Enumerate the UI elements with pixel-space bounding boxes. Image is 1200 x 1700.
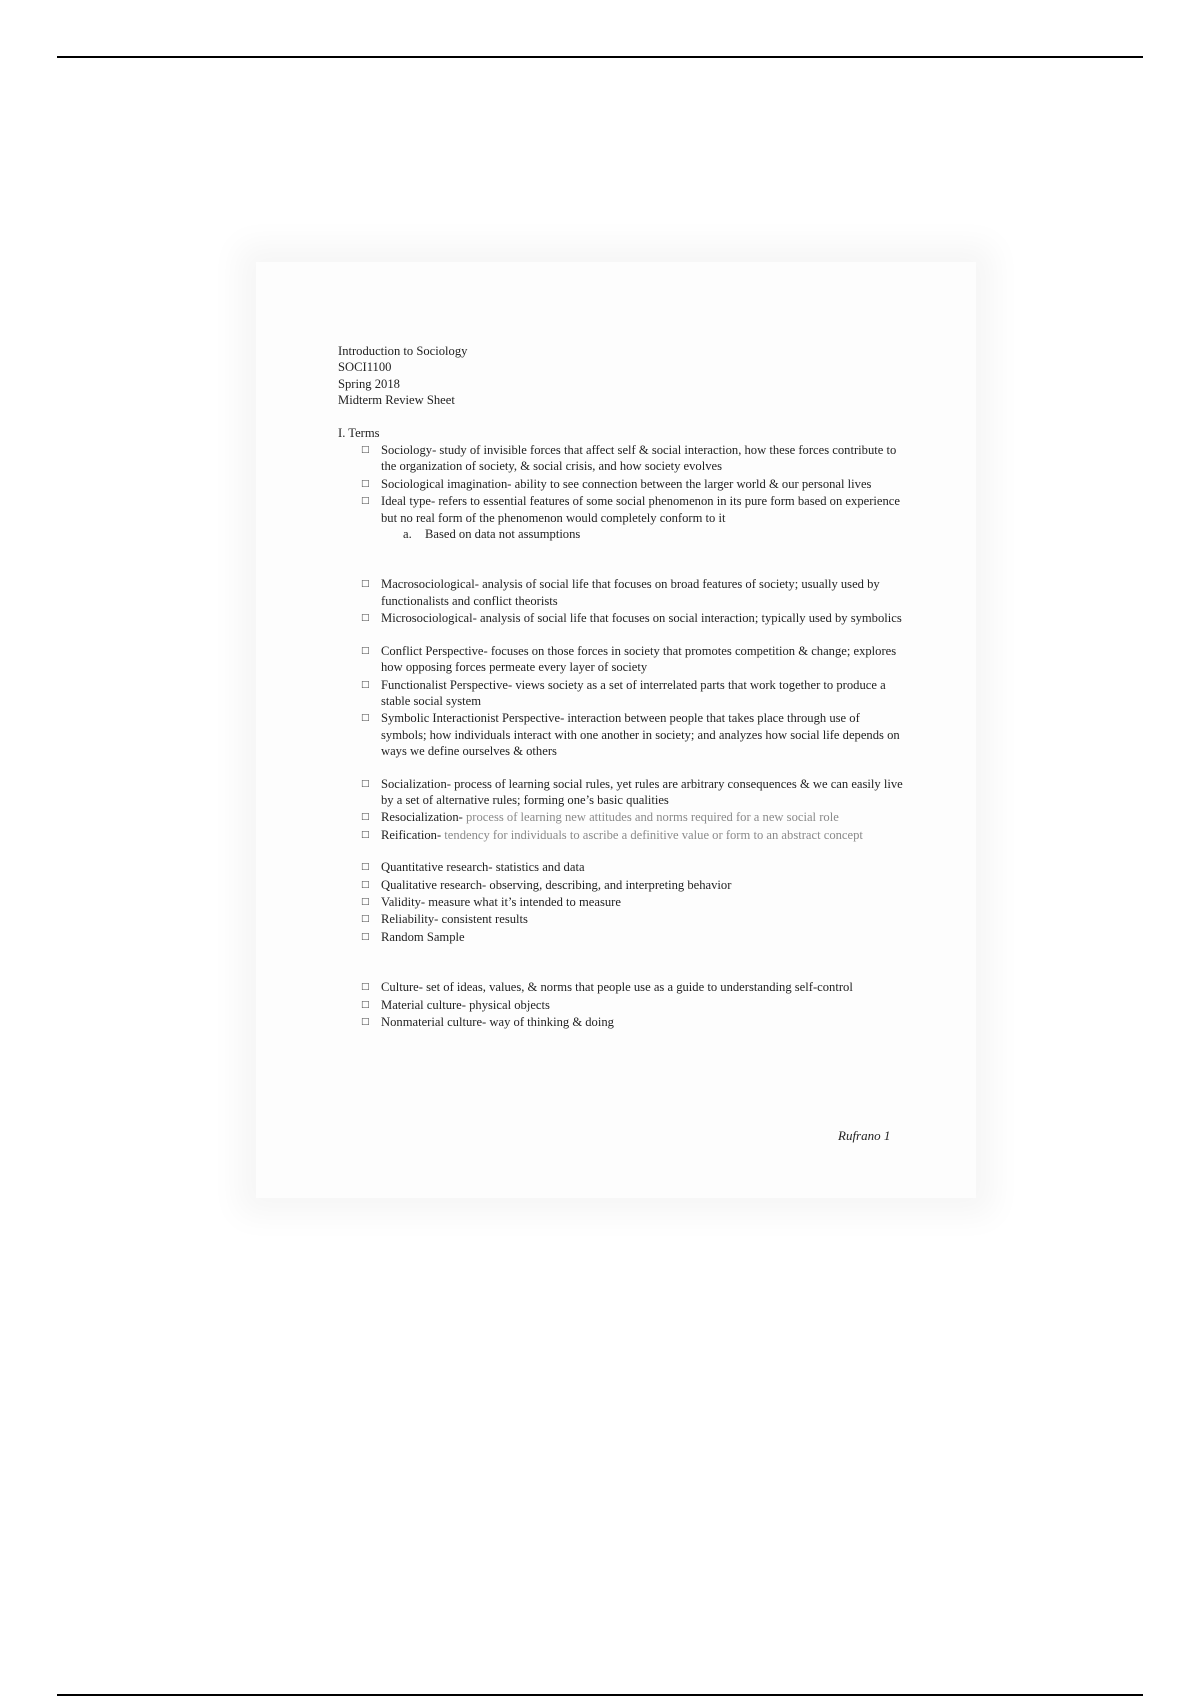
list-item (338, 476, 908, 492)
term-label: Conflict Perspective- (381, 643, 488, 658)
list-item (338, 859, 908, 875)
document-header (338, 343, 908, 409)
term-definition: refers to essential features of some social phenomenon in its pure form based on experience but no real form of the phenomenon would completely conform to it (381, 494, 900, 525)
term-definition: analysis of social life that focuses on broad features of society; usually used by functionalists and conflict theorists (381, 577, 880, 608)
term-definition: way of thinking & doing (486, 1015, 614, 1029)
list-item (338, 610, 908, 626)
checkbox-bullet-icon: □ (361, 812, 370, 823)
term-label: Symbolic Interactionist Perspective- (381, 711, 565, 726)
sub-item-marker: a. (403, 527, 412, 542)
bottom-rule (57, 1694, 1143, 1696)
checkbox-bullet-icon: □ (361, 982, 370, 993)
list-item (338, 911, 908, 927)
list-item (338, 877, 908, 893)
checkbox-bullet-icon: □ (361, 478, 370, 489)
term-definition: consistent results (438, 912, 528, 927)
term-label: Reliability- (381, 912, 439, 927)
term-definition: ability to see connection between the larger world & our personal lives (511, 476, 872, 491)
checkbox-bullet-icon: □ (361, 862, 370, 873)
top-rule (57, 56, 1143, 58)
term-label: Quantitative research- (381, 860, 493, 875)
course-code: SOCI1100 (338, 360, 392, 375)
term-label: Functionalist Perspective- (381, 677, 513, 692)
term-definition: measure what it’s intended to measure (425, 894, 621, 909)
term-label: Validity- (381, 894, 426, 909)
term-label: Material culture- (381, 997, 466, 1012)
term-definition: tendency for individuals to ascribe a definitive value or form to an abstract concept (441, 827, 863, 842)
term-label: Qualitative research- (381, 877, 487, 892)
page-footer-author: Rufrano 1 (838, 1128, 891, 1143)
list-item (338, 997, 908, 1013)
list-item (338, 643, 908, 676)
checkbox-bullet-icon: □ (361, 829, 370, 840)
term-definition: analysis of social life that focuses on social interaction; typically used by symbolics (476, 611, 902, 626)
term-label: Sociological imagination- (381, 476, 512, 491)
term-definition: set of ideas, values, & norms that people use as a guide to understanding self-control (422, 980, 853, 995)
checkbox-bullet-icon: □ (361, 879, 370, 890)
list-item (338, 894, 908, 910)
checkbox-bullet-icon: □ (361, 613, 370, 624)
sub-item-text: Based on data not assumptions (425, 527, 581, 542)
checkbox-bullet-icon: □ (361, 579, 370, 590)
term: Spring 2018 (338, 376, 400, 391)
document-body (338, 343, 908, 1031)
checkbox-bullet-icon: □ (361, 914, 370, 925)
course-title: Introduction to Sociology (338, 344, 468, 358)
list-item (338, 576, 908, 609)
list-item (338, 677, 908, 710)
list-item (338, 1014, 908, 1030)
term-label: Ideal type- (381, 494, 436, 509)
term-label: Nonmaterial culture- (381, 1015, 487, 1029)
sub-list-item (381, 526, 908, 542)
term-label: Sociology- (381, 443, 437, 458)
term-label: Resocialization- (381, 810, 463, 825)
term-label: Culture- (381, 980, 423, 995)
section-title: I. Terms (338, 425, 380, 440)
list-item (338, 809, 908, 825)
term-label: Microsociological- (381, 611, 477, 626)
term-definition: process of learning new attitudes and norms required for a new social role (462, 810, 839, 825)
term-label: Random Sample (381, 929, 465, 944)
checkbox-bullet-icon: □ (361, 713, 370, 724)
checkbox-bullet-icon: □ (361, 931, 370, 942)
document-title: Midterm Review Sheet (338, 393, 455, 408)
term-definition: statistics and data (492, 860, 585, 875)
checkbox-bullet-icon: □ (361, 496, 370, 507)
checkbox-bullet-icon: □ (361, 679, 370, 690)
checkbox-bullet-icon: □ (361, 645, 370, 656)
term-definition: views society as a set of interrelated parts that work together to produce a stable social system (381, 677, 886, 708)
list-item (338, 493, 908, 542)
term-label: Reification- (381, 827, 442, 842)
terms-list (338, 442, 908, 1030)
term-definition: study of invisible forces that affect self & social interaction, how these forces contribute to the organization of society, & social crisis, and how society evolves (381, 443, 897, 474)
list-item (338, 442, 908, 475)
list-item (338, 776, 908, 809)
term-definition: process of learning social rules, yet rules are arbitrary consequences & we can easily live by a set of alternative rules; forming one’s basic qualities (381, 776, 903, 807)
list-item (338, 929, 908, 945)
list-item (338, 979, 908, 995)
checkbox-bullet-icon: □ (361, 1017, 370, 1027)
term-label: Socialization- (381, 776, 451, 791)
list-item (338, 827, 908, 843)
checkbox-bullet-icon: □ (361, 778, 370, 789)
term-label: Macrosociological- (381, 577, 479, 592)
term-definition: focuses on those forces in society that promotes competition & change; explores how opposing forces permeate every layer of society (381, 643, 897, 675)
checkbox-bullet-icon: □ (361, 445, 370, 456)
term-definition: interaction between people that takes place through use of symbols; how individuals interact with one another in society; and analyzes how social life depends on ways we define ourselves & others (381, 711, 900, 759)
term-definition: physical objects (465, 997, 550, 1012)
list-item (338, 710, 908, 759)
term-definition: observing, describing, and interpreting behavior (486, 877, 732, 892)
checkbox-bullet-icon: □ (361, 999, 370, 1010)
checkbox-bullet-icon: □ (361, 896, 370, 907)
